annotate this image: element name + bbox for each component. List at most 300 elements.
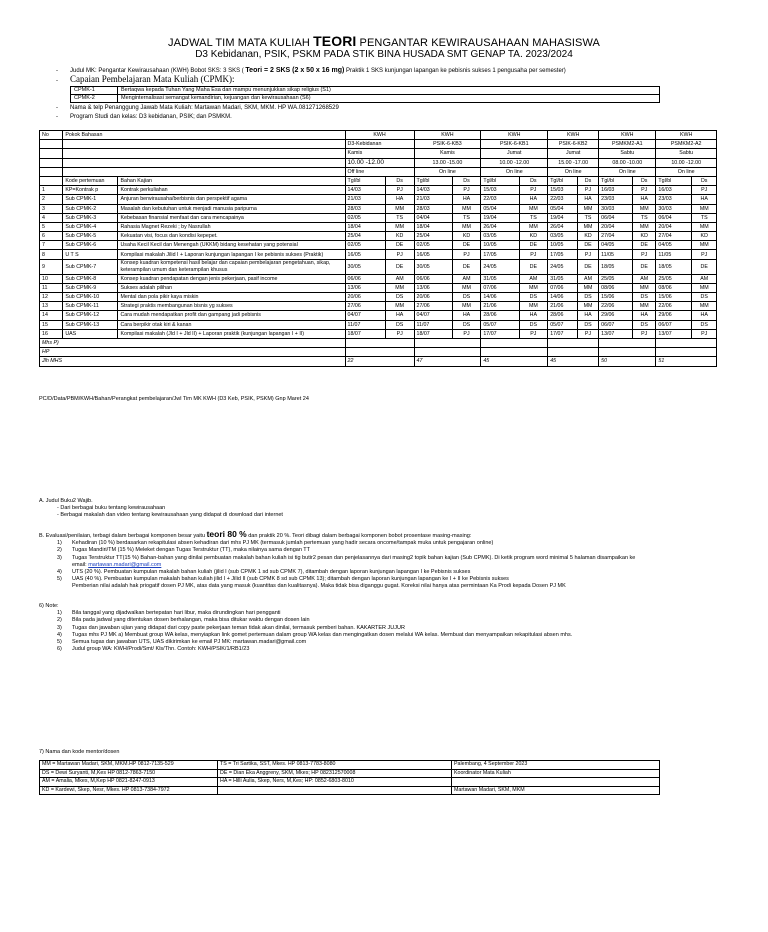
cell-date: 20/04: [599, 222, 633, 231]
header-kode: Kode pertemuan: [63, 176, 118, 185]
header-jam: 15.00 -17.00: [548, 158, 599, 167]
cell-dosen: AM: [633, 274, 656, 283]
cell-dosen: AM: [519, 274, 548, 283]
cell-dosen: PJ: [452, 186, 481, 195]
header-kelas: PSMKM2-A1: [599, 140, 656, 149]
header-kelas: PSMKM2-A2: [656, 140, 717, 149]
cell-dosen: PJ: [692, 250, 717, 259]
cell-date: 06/04: [656, 213, 692, 222]
cell-date: 05/04: [481, 204, 519, 213]
cell-date: 25/04: [345, 232, 385, 241]
cell-date: 13/07: [656, 329, 692, 338]
cell-date: 25/04: [414, 232, 452, 241]
program-studi: - Program Studi dan kelas: D3 kebidanan, PSIK; dan PSMKM.: [56, 114, 232, 120]
cell-date: 03/05: [481, 232, 519, 241]
dosen-cell: DS = Dewi Suryanti, M,Kes HP 0812-7863-7150: [40, 769, 218, 778]
item-number: 4): [57, 631, 62, 638]
cell-jlh: 51: [656, 357, 717, 366]
section-b-item: [39, 547, 635, 554]
empty-cell: [345, 338, 414, 347]
item-text: Tugas Terstruktur TT(15 %) Bahan-bahan yang dinilai pembuatan makalah bahan kuliah isi tig butir2 pesan dan penjelasannya dari masing2 topik bahan kajian (Sub CPMK). Di ketik program word minimal 5 halaman disampaikan ke: [72, 554, 636, 561]
cell-bahan: Kontrak perkuliahan: [118, 186, 345, 195]
cell-date: 16/03: [656, 186, 692, 195]
table-row: [40, 302, 717, 311]
cell-no: 9: [40, 259, 63, 274]
cell-dosen: PJ: [633, 329, 656, 338]
cell-dosen: HA: [692, 195, 717, 204]
cell-no: 16: [40, 329, 63, 338]
empty-cell: [599, 338, 656, 347]
cell-date: 11/05: [656, 250, 692, 259]
dosen-cell: DE = Dian Eka Anggreny, SKM, Mkes; HP 082312570008: [218, 769, 452, 778]
dosen-cell: Palembang, 4 September 2023: [452, 761, 660, 770]
cell-date: 21/06: [548, 302, 578, 311]
header-kelas: D3-Kebidanan: [345, 140, 414, 149]
cell-date: 28/06: [481, 311, 519, 320]
cell-bahan: Cara berpikir otak kiri & kanan: [118, 320, 345, 329]
cell-date: 30/03: [599, 204, 633, 213]
cell-no: 13: [40, 302, 63, 311]
cell-date: 20/06: [414, 293, 452, 302]
cell-kode: Sub CPMK-1: [63, 195, 118, 204]
empty-cell: [63, 158, 345, 167]
cell-dosen: PJ: [692, 186, 717, 195]
cell-dosen: DS: [633, 320, 656, 329]
header-tgl: Tgl/bl: [656, 176, 692, 185]
header-jam: 10.00 -12.00: [345, 158, 414, 167]
empty-cell: [63, 149, 345, 158]
header-tgl: Tgl/bl: [548, 176, 578, 185]
item-number: 5): [57, 639, 62, 646]
cell-dosen: AM: [452, 274, 481, 283]
item-number: 3): [57, 554, 62, 561]
cell-dosen: TS: [577, 213, 598, 222]
section-a-item: - Dari berbagai buku tentang kewirausahaan: [57, 505, 166, 512]
cell-date: 06/07: [599, 320, 633, 329]
item-text: Pemberian nilai adalah hak priogatif dosen PJ MK, atas data yang masuk (kuantitas dan kualitasnya). Maka tidak bisa diganggu gugat. Koreksi nilai hanya atas permintaan Ka Prodi kepada Dosen PJ MK: [72, 583, 566, 590]
empty-cell: [40, 176, 63, 185]
item-text: Tugas Mandiri/TM (15 %) Meleket dengan Tugas Terstruktur (TT), maka nilainya sama dengan TT: [72, 547, 311, 554]
header-pokok-bahasan: Pokok Bahasan: [63, 131, 345, 140]
cell-date: 20/04: [656, 222, 692, 231]
cell-date: 28/03: [345, 204, 385, 213]
dosen-cell: KD = Kardewi, Skep, Nesr, Mkes. HP 0813-7384-7972: [40, 786, 218, 795]
cell-dosen: HA: [519, 195, 548, 204]
row-jlh-mhs: [40, 357, 717, 366]
cell-dosen: MM: [633, 283, 656, 292]
table-row: [40, 320, 717, 329]
row-hp: [40, 348, 717, 357]
cell-date: 27/06: [345, 302, 385, 311]
header-tgl: Tgl/bl: [345, 176, 385, 185]
table-row: [40, 274, 717, 283]
item-text: Bila pada jadwal yang ditentukan dosen berhalangan, maka bisa ditukar waktu dengan dosen lain: [72, 617, 310, 624]
cell-date: 02/05: [414, 241, 452, 250]
cell-date: 30/03: [656, 204, 692, 213]
cell-date: 04/05: [599, 241, 633, 250]
cell-date: 14/06: [548, 293, 578, 302]
section-a-title: A. Judul Buku2 Wajib.: [39, 498, 93, 504]
header-hari: Sabtu: [599, 149, 656, 158]
cell-dosen: MM: [452, 302, 481, 311]
cell-kode: Sub CPMK-5: [63, 232, 118, 241]
cell-dosen: DS: [519, 293, 548, 302]
header-mk: KWH: [656, 131, 717, 140]
cell-date: 26/04: [548, 222, 578, 231]
cell-no: 2: [40, 195, 63, 204]
table-row: [40, 204, 717, 213]
dosen-cell: [218, 786, 452, 795]
header-mk: KWH: [414, 131, 481, 140]
note-item: [39, 646, 572, 653]
cell-bahan: Sukses adalah pilihan: [118, 283, 345, 292]
section-dosen-title: 7) Nama dan kode mentor/dosen: [39, 749, 120, 755]
section-b-item: [39, 583, 635, 590]
note-item: [39, 617, 572, 624]
cell-bahan: Anjuran berwirausaha/berbisnis dan perspektif agama: [118, 195, 345, 204]
dosen-cell: Koordinator Mata Kuliah: [452, 769, 660, 778]
cell-dosen: HA: [633, 195, 656, 204]
cell-date: 29/06: [599, 311, 633, 320]
empty-cell: [656, 338, 717, 347]
header-hari: Jumat: [481, 149, 548, 158]
cell-dosen: KD: [577, 232, 598, 241]
item-text: UTS (20 %). Pembuatan kumpulan makalah bahan kuliah (jilid I (sub CPMK 1 sd sub CPMK 7), ditambah dengan laporan kunjungan lapangan I ke Pebisnis sukses: [72, 569, 471, 576]
cell-dosen: MM: [577, 204, 598, 213]
cell-date: 07/06: [548, 283, 578, 292]
cell-dosen: DS: [519, 320, 548, 329]
cell-dosen: HA: [385, 311, 414, 320]
empty-cell: [63, 167, 345, 176]
cell-label: Mhs P): [40, 338, 346, 347]
cell-dosen: AM: [692, 274, 717, 283]
cell-date: 21/03: [345, 195, 385, 204]
empty-cell: [63, 140, 345, 149]
section-b-item: [39, 569, 635, 576]
cell-dosen: PJ: [577, 186, 598, 195]
cell-date: 03/05: [548, 232, 578, 241]
cell-dosen: DE: [577, 241, 598, 250]
cell-dosen: MM: [519, 283, 548, 292]
header-tgl: Tgl/bl: [599, 176, 633, 185]
cell-kode: Sub CPMK-4: [63, 222, 118, 231]
header-kelas: PSIK-6-KB1: [481, 140, 548, 149]
cell-date: 31/05: [548, 274, 578, 283]
dosen-cell: TS = Tri Sartika, SST, Mkes. HP 0813-7783-8080: [218, 761, 452, 770]
cell-no: 12: [40, 293, 63, 302]
cell-dosen: DS: [692, 293, 717, 302]
table-row: [40, 250, 717, 259]
cell-dosen: DS: [692, 320, 717, 329]
header-ds: Ds: [577, 176, 598, 185]
empty-cell: [414, 348, 481, 357]
dosen-row: [40, 769, 660, 778]
cell-bahan: Kompilasi makalah Jilid I + Laporan kunjungan lapangan I ke pebisnis sukses (Praktik): [118, 250, 345, 259]
cell-dosen: MM: [692, 302, 717, 311]
cell-date: 30/05: [414, 259, 452, 274]
header-kelas: PSIK-6-KB2: [548, 140, 599, 149]
header-row: [40, 158, 717, 167]
cell-date: 19/04: [481, 213, 519, 222]
cell-bahan: Strategi praktis membangunan bisnis yg sukses: [118, 302, 345, 311]
table-row: [40, 222, 717, 231]
cell-kode: Sub CPMK-10: [63, 293, 118, 302]
cell-dosen: MM: [452, 222, 481, 231]
cell-date: 31/05: [481, 274, 519, 283]
cell-date: 14/03: [345, 186, 385, 195]
cell-kode: Sub CPMK-2: [63, 204, 118, 213]
empty-cell: [481, 348, 548, 357]
cell-date: 11/07: [414, 320, 452, 329]
cell-date: 10/05: [548, 241, 578, 250]
empty-cell: [345, 348, 414, 357]
cell-kode: Sub CPMK-8: [63, 274, 118, 283]
cell-date: 18/04: [414, 222, 452, 231]
cell-dosen: DE: [519, 241, 548, 250]
cell-no: 15: [40, 320, 63, 329]
header-ds: Ds: [519, 176, 548, 185]
header-hari: Kamis: [345, 149, 414, 158]
header-jam: 08.00 -10.00: [599, 158, 656, 167]
cell-dosen: MM: [633, 204, 656, 213]
cell-bahan: Kekuatan visi, focus dan kondisi kepepet.: [118, 232, 345, 241]
dosen-cell: MM = Martawan Madari, SKM, MKM.HP 0812-7135-529: [40, 761, 218, 770]
empty-cell: [481, 338, 548, 347]
cell-bahan: Konsep kuadran pendapatan dengan jenis pekerjaan, pasif income: [118, 274, 345, 283]
cell-date: 05/07: [548, 320, 578, 329]
header-row: [40, 140, 717, 149]
cell-dosen: PJ: [385, 329, 414, 338]
cell-date: 21/03: [414, 195, 452, 204]
header-ds: Ds: [692, 176, 717, 185]
cell-date: 06/07: [656, 320, 692, 329]
note-item: [39, 632, 572, 639]
schedule-table: [39, 130, 717, 367]
cell-dosen: DE: [452, 259, 481, 274]
header-mk: KWH: [599, 131, 656, 140]
dosen-row: [40, 778, 660, 787]
cell-bahan: Masalah dan kebutuhan untuk menjadi manusia paripurna: [118, 204, 345, 213]
cell-dosen: MM: [519, 204, 548, 213]
cell-no: 11: [40, 283, 63, 292]
table-row: [40, 311, 717, 320]
cell-dosen: KD: [692, 232, 717, 241]
header-ds: Ds: [633, 176, 656, 185]
cell-date: 16/05: [345, 250, 385, 259]
cell-kode: Sub CPMK-13: [63, 320, 118, 329]
cell-dosen: DS: [452, 293, 481, 302]
cell-bahan: Usaha Kecil Kecil dan Menengah (UKKM) bidang kesehatan yang potensial: [118, 241, 345, 250]
table-row: [40, 259, 717, 274]
header-ds: Ds: [452, 176, 481, 185]
cell-dosen: HA: [692, 311, 717, 320]
cell-dosen: PJ: [452, 329, 481, 338]
cell-dosen: TS: [452, 213, 481, 222]
cell-dosen: HA: [577, 311, 598, 320]
cell-date: 16/03: [599, 186, 633, 195]
cell-no: 6: [40, 232, 63, 241]
empty-cell: [40, 149, 63, 158]
item-number: 4): [57, 569, 62, 576]
cell-kode: Sub CPMK-11: [63, 302, 118, 311]
header-tgl: Tgl/bl: [414, 176, 452, 185]
cell-date: 04/05: [656, 241, 692, 250]
cell-date: 02/05: [345, 241, 385, 250]
cell-dosen: DE: [692, 259, 717, 274]
header-row: [40, 176, 717, 185]
item-number: 6): [57, 646, 62, 653]
cell-date: 27/06: [414, 302, 452, 311]
cell-date: 06/06: [414, 274, 452, 283]
cell-bahan: Kompilasi makalah (Jld I + Jld II) + Laporan praktik (kunjungan lapangan I + II): [118, 329, 345, 338]
cell-date: 28/03: [414, 204, 452, 213]
cell-date: 20/06: [345, 293, 385, 302]
header-mode: On line: [481, 167, 548, 176]
cell-date: 02/05: [345, 213, 385, 222]
cell-dosen: HA: [452, 195, 481, 204]
cell-dosen: MM: [692, 241, 717, 250]
section-a: [39, 498, 283, 520]
cell-jlh: 45: [481, 357, 548, 366]
cell-date: 06/04: [599, 213, 633, 222]
table-row: [40, 283, 717, 292]
section-b-title: B. Evaluasi/penilaian, terbagi dalam berbagai komponen besar yaitu teori 80 % dan praktik 20 %. Teori dibagi dalam berbagai komponen bobot prosentase masing-masing:: [39, 529, 472, 539]
item-number: 1): [57, 540, 62, 547]
cell-date: 21/06: [481, 302, 519, 311]
item-text: Kehadiran (10 %) berdasarkan rekapitulasi absen kehadiran dari mhs PJ MK (termasuk jumlah pertemuan yang hadir secara oncome/tampak muka untuk pengajaran online): [72, 540, 494, 547]
header-mk: KWH: [345, 131, 414, 140]
note-item: [39, 639, 572, 646]
title-line-2: D3 Kebidanan, PSIK, PSKM PADA STIK BINA HUSADA SMT GENAP TA. 2023/2024: [195, 49, 573, 60]
header-hari: Jumat: [548, 149, 599, 158]
cell-date: 04/07: [345, 311, 385, 320]
header-hari: Sabtu: [656, 149, 717, 158]
cell-bahan: Konsep kuadran kompetensi hasil belajar dan capaian pembelajaran pengetahuan, sikap, keterampilan umum dan keterampilan khusus: [118, 259, 345, 274]
empty-cell: [40, 140, 63, 149]
cell-date: 18/04: [345, 222, 385, 231]
cell-no: 1: [40, 186, 63, 195]
cell-dosen: AM: [385, 274, 414, 283]
cell-dosen: HA: [633, 311, 656, 320]
cell-dosen: DS: [385, 293, 414, 302]
cell-dosen: PJ: [385, 250, 414, 259]
cell-date: 13/06: [345, 283, 385, 292]
cell-dosen: DE: [385, 241, 414, 250]
cell-dosen: DS: [577, 293, 598, 302]
cell-dosen: DE: [385, 259, 414, 274]
cell-dosen: DS: [452, 320, 481, 329]
item-text: Semua tugas dan jawaban UTS, UAS dikirimkan ke email PJ MK: martawan.madari@gmail.com: [72, 639, 307, 646]
header-jam: 13.00 -15.00: [414, 158, 481, 167]
cell-bahan: Cara mudah mendapatkan profit dan gampang jadi pebisnis: [118, 311, 345, 320]
title-line-1: JADWAL TIM MATA KULIAH TEORI PENGANTAR KEWIRAUSAHAAN MAHASISWA: [167, 33, 600, 49]
empty-cell: [40, 158, 63, 167]
cell-no: 3: [40, 204, 63, 213]
table-row: [40, 213, 717, 222]
cell-dosen: DE: [519, 259, 548, 274]
cell-dosen: HA: [452, 311, 481, 320]
cell-date: 11/05: [599, 250, 633, 259]
cell-kode: KP=Kontrak p: [63, 186, 118, 195]
cell-date: 17/07: [481, 329, 519, 338]
header-tgl: Tgl/bl: [481, 176, 519, 185]
empty-cell: [548, 338, 599, 347]
cell-date: 25/05: [656, 274, 692, 283]
header-hari: Kamis: [414, 149, 481, 158]
email-link[interactable]: martawan.madari@gmail.com: [88, 561, 162, 568]
cell-dosen: MM: [519, 222, 548, 231]
section-b: [39, 531, 635, 591]
item-text: Bila tanggal yang dijadwalkan bertepatan hari libur, maka dirundingkan hari pengganti: [72, 610, 281, 617]
cell-dosen: PJ: [577, 329, 598, 338]
cell-date: 16/05: [414, 250, 452, 259]
file-path: PC/D/Data/PBM/KWH/Bahan/Perangkat pembelajaran/Jwl Tim MK KWH (D3 Keb, PSIK, PSKM) Gnp Maret 24: [39, 396, 309, 402]
cell-dosen: KD: [385, 232, 414, 241]
judul-mk: - Judul MK: Pengantar Kewirausahaan (KWH) Bobot SKS: 3 SKS ( Teori = 2 SKS (2 x 50 x 16 mg) Praktik 1 SKS kunjungan lapangan ke pebisnis sukses 1 pengusaha per semester): [56, 67, 566, 74]
cell-dosen: HA: [385, 195, 414, 204]
dosen-row: [40, 761, 660, 770]
cell-bahan: Kebebasan finansial menfaat dan cara mencapainya: [118, 213, 345, 222]
dosen-cell: AM = Amalia, Mkes, M,Kep HP 0821-8247-0913: [40, 778, 218, 787]
cell-dosen: TS: [519, 213, 548, 222]
cell-dosen: DE: [452, 241, 481, 250]
cell-kode: Sub CPMK-6: [63, 241, 118, 250]
cell-dosen: KD: [633, 232, 656, 241]
item-number: 2): [57, 617, 62, 624]
empty-cell: [414, 338, 481, 347]
cell-date: 14/03: [414, 186, 452, 195]
cell-dosen: MM: [385, 283, 414, 292]
item-text: Tugas mhs PJ MK a) Membuat group WA kelas, menyiapkan link gomet pertemuan dalam group WA kelas dan mengingatkan dosen melalui WA kelas. Membuat dan menyampaikan rekapitulasi absen mhs.: [72, 631, 573, 638]
cell-no: 4: [40, 213, 63, 222]
cell-label: HP: [40, 348, 346, 357]
cell-jlh: 50: [599, 357, 656, 366]
cell-date: 13/07: [599, 329, 633, 338]
cell-date: 14/06: [481, 293, 519, 302]
header-mode: On line: [599, 167, 656, 176]
cell-date: 22/03: [548, 195, 578, 204]
cell-dosen: KD: [519, 232, 548, 241]
cell-date: 25/05: [599, 274, 633, 283]
cell-dosen: PJ: [519, 186, 548, 195]
cell-date: 24/05: [548, 259, 578, 274]
cell-date: 26/04: [481, 222, 519, 231]
item-text: email:: [72, 561, 89, 568]
cell-date: 22/06: [599, 302, 633, 311]
cell-dosen: MM: [692, 204, 717, 213]
item-number: 2): [57, 547, 62, 554]
cell-bahan: Mental dan pola pikir kaya miskin: [118, 293, 345, 302]
cell-date: 04/07: [414, 311, 452, 320]
cell-date: 15/03: [548, 186, 578, 195]
header-no: No: [40, 131, 63, 140]
cell-date: 28/06: [548, 311, 578, 320]
header-kelas: PSIK-6-KB3: [414, 140, 481, 149]
cpmk-table: CPMK-1 Bertaqwa kepada Tuhan Yang Maha Esa dan mampu menunjukkan sikap religius (S1) CPMK-2 Menginternalisasi semangat kemandirian, kejuangan dan kewirausahaan (S6): [70, 86, 660, 103]
item-text: Tugas dan jawaban ujian yang didapat dari copy paste pekerjaan teman tidak akan dinilai, termasuk pemberi bahan. KAKARTER JUJUR: [72, 624, 405, 631]
header-mode: On line: [656, 167, 717, 176]
row-mhs-p: [40, 338, 717, 347]
cell-dosen: DS: [633, 293, 656, 302]
cell-dosen: TS: [633, 213, 656, 222]
cell-jlh: 47: [414, 357, 481, 366]
header-jam: 10.00 -12.00: [481, 158, 548, 167]
header-jam: 10.00 -12.00: [656, 158, 717, 167]
dosen-cell: [452, 778, 660, 787]
cell-dosen: MM: [577, 283, 598, 292]
cell-dosen: MM: [452, 204, 481, 213]
cell-date: 17/05: [481, 250, 519, 259]
